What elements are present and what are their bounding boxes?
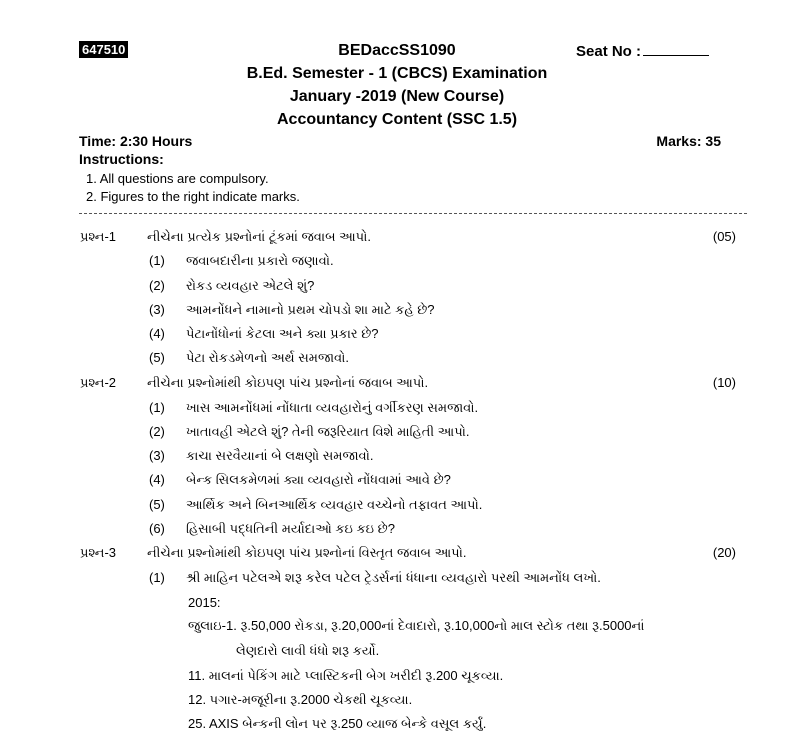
sub-number: (6) bbox=[149, 521, 165, 536]
sub-question: કાચા સરવૈયાનાં બે લક્ષણો સમજાવો. bbox=[186, 448, 374, 463]
session-title: January -2019 (New Course) bbox=[289, 88, 505, 105]
time-label: Time: 2:30 Hours bbox=[79, 133, 193, 149]
sub-number: (2) bbox=[149, 278, 165, 293]
sub-question: આર્થિક અને બિનઆર્થિક વ્યવહાર વચ્ચેનો તફાવત આપો. bbox=[186, 497, 483, 512]
journal-entry: જુલાઇ-1. રૂ.50,000 રોકડા, રૂ.20,000નાં દેવાદારો, રૂ.10,000નો માલ સ્ટોક તથા રૂ.5000નાં bbox=[188, 618, 645, 633]
sub-number: (3) bbox=[149, 302, 165, 317]
instruction-item: 1. All questions are compulsory. bbox=[86, 171, 269, 186]
sub-number: (5) bbox=[149, 350, 165, 365]
seat-number bbox=[576, 42, 709, 60]
question-text: નીચેના પ્રત્યેક પ્રશ્નોનાં ટૂંકમાં જવાબ આપો. bbox=[147, 229, 371, 244]
question-number: પ્રશ્ન-2 bbox=[80, 375, 117, 390]
subject-title: Accountancy Content (SSC 1.5) bbox=[276, 111, 518, 128]
marks-label: Marks: 35 bbox=[656, 133, 721, 149]
sub-question: શ્રી માહિન પટેલએ શરૂ કરેલ પટેલ ટ્રેડર્સનાં ધંધાના વ્યવહારો પરથી આમનોંધ લખો. bbox=[186, 570, 601, 585]
sub-number: (4) bbox=[149, 472, 165, 487]
instruction-item: 2. Figures to the right indicate marks. bbox=[86, 189, 300, 204]
sub-question: આમનોંધને નામાનો પ્રથમ ચોપડો શા માટે કહે છે? bbox=[186, 302, 435, 317]
question-text: નીચેના પ્રશ્નોમાંથી કોઇપણ પાંચ પ્રશ્નોનાં વિસ્તૃત જવાબ આપો. bbox=[147, 545, 467, 560]
journal-entry-continued: લેણદારો લાવી ધંધો શરૂ કર્યો. bbox=[236, 643, 380, 658]
question-marks: (20) bbox=[712, 545, 736, 560]
sub-number: (1) bbox=[149, 400, 165, 415]
journal-year: 2015: bbox=[188, 595, 221, 610]
question-marks: (10) bbox=[712, 375, 736, 390]
question-number: પ્રશ્ન-3 bbox=[80, 545, 117, 560]
question-text: નીચેના પ્રશ્નોમાંથી કોઇપણ પાંચ પ્રશ્નોનાં જવાબ આપો. bbox=[147, 375, 429, 390]
sub-number: (1) bbox=[149, 253, 165, 268]
sub-number: (3) bbox=[149, 448, 165, 463]
journal-entry: 11. માલનાં પેકિંગ માટે પ્લાસ્ટિકની બેગ ખરીદી રૂ.200 ચૂકવ્યા. bbox=[188, 668, 504, 683]
sub-question: હિસાબી પદ્ધતિની મર્યાદાઓ કઇ કઇ છે? bbox=[186, 521, 395, 536]
sub-number: (2) bbox=[149, 424, 165, 439]
seat-label: Seat No : bbox=[576, 43, 642, 60]
sub-number: (1) bbox=[149, 570, 165, 585]
sub-question: જવાબદારીના પ્રકારો જણાવો. bbox=[186, 253, 334, 268]
sub-question: બેન્ક સિલકમેળમાં ક્યા વ્યવહારો નોંધવામાં આવે છે? bbox=[186, 472, 451, 487]
journal-entry: 12. પગાર-મજૂરીના રૂ.2000 ચેકથી ચૂકવ્યા. bbox=[188, 692, 413, 707]
sub-question: રોકડ વ્યવહાર એટલે શું? bbox=[186, 278, 315, 293]
exam-title: B.Ed. Semester - 1 (CBCS) Examination bbox=[246, 65, 548, 82]
sub-number: (5) bbox=[149, 497, 165, 512]
paper-code: BEDaccSS1090 bbox=[338, 42, 456, 59]
paper-code-box: 647510 bbox=[79, 41, 128, 58]
seat-blank bbox=[643, 42, 709, 56]
question-number: પ્રશ્ન-1 bbox=[80, 229, 117, 244]
sub-question: પેટા રોકડમેળનો અર્થ સમજાવો. bbox=[186, 350, 349, 365]
instructions-title: Instructions: bbox=[79, 151, 164, 167]
question-marks: (05) bbox=[712, 229, 736, 244]
sub-number: (4) bbox=[149, 326, 165, 341]
sub-question: ખાતાવહી એટલે શું? તેની જરૂરિયાત વિશે માહિતી આપો. bbox=[186, 424, 470, 439]
divider bbox=[79, 213, 747, 214]
journal-entry: 25. AXIS બેન્કની લોન પર રૂ.250 વ્યાજ બેન્કે વસૂલ કર્યું. bbox=[188, 716, 487, 731]
sub-question: ખાસ આમનોંધમાં નોંધાતા વ્યવહારોનું વર્ગીકરણ સમજાવો. bbox=[186, 400, 479, 415]
sub-question: પેટાનોંધોનાં કેટલા અને ક્યા પ્રકાર છે? bbox=[186, 326, 379, 341]
